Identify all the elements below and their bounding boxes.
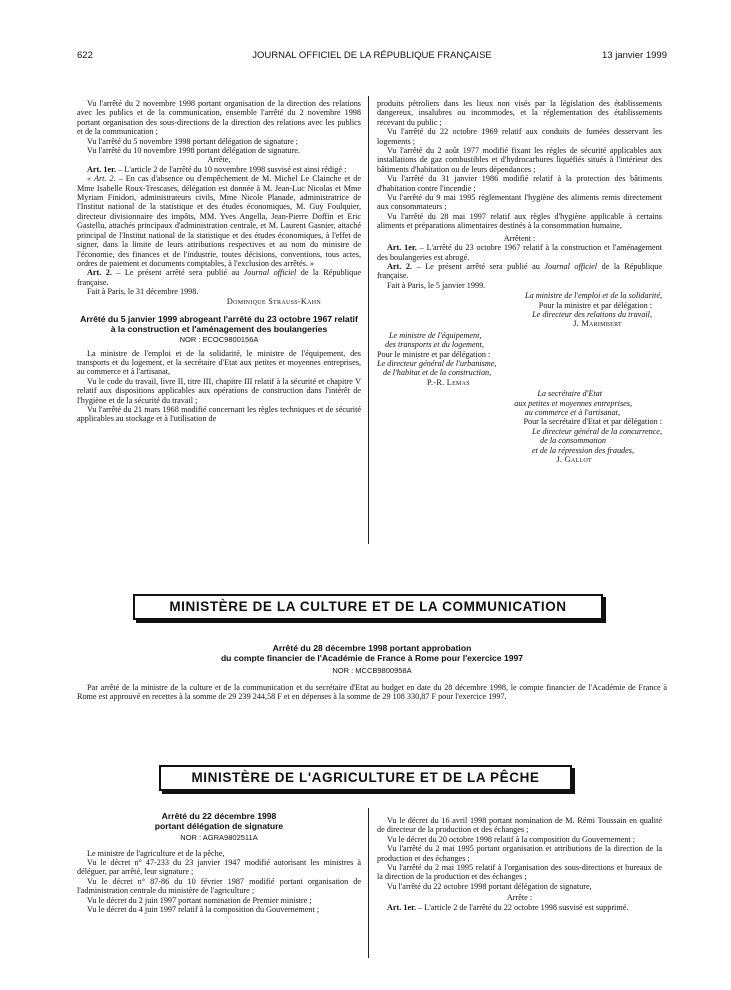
article-text: de la République française. xyxy=(377,261,662,281)
agriculture-right-column xyxy=(377,816,662,912)
paragraph: Vu le décret du 16 avril 1998 portant nomination de M. Rémi Toussain en qualité de directeur de la production et des échanges ; xyxy=(377,816,662,835)
signature-delegation: Pour le ministre et par délégation : xyxy=(377,349,491,359)
signature-title: Le directeur général de la concurrence, xyxy=(532,426,662,436)
article-quote xyxy=(77,174,361,268)
signature-block-1 xyxy=(377,291,662,329)
decree-title: du compte financier de l'Académie de France à Rome pour l'exercice 1997 xyxy=(220,652,524,663)
decree-title: portant délégation de signature xyxy=(154,820,284,831)
article-text: – L'article 2 de l'arrêté du 22 octobre 1998 susvisé est supprimé. xyxy=(416,902,629,912)
paragraph: Vu l'arrêté du 10 novembre 1998 portant délégation de signature. xyxy=(87,146,300,156)
signatory: J. Gallot xyxy=(556,455,592,465)
signatory: P.-R. Lemas xyxy=(427,377,470,387)
signature-title: et de la répression des fraudes, xyxy=(531,445,634,455)
paragraph: Le ministre de l'agriculture et de la pêche, xyxy=(87,848,225,858)
page-number: 622 xyxy=(77,50,93,61)
paragraph: Vu l'arrêté du 22 octobre 1969 relatif aux conduits de fumées desservant les logements ; xyxy=(377,127,662,146)
nor-reference: NOR : MCCB9800958A xyxy=(332,666,412,676)
signature-role: La ministre de l'emploi et de la solidarité, xyxy=(525,291,662,301)
paragraph: Vu l'arrêté du 21 mars 1968 modifié concernant les règles techniques et de sécurité applicables au stockage et à l'utilisation de xyxy=(77,404,361,424)
paragraph: Vu l'arrêté du 2 novembre 1998 portant organisation de la direction des relations avec les publics et de la communication, ensemble l'arrêté du 2 novembre 1998 portant organisation des sous-directions de la direction des relations avec les publics et de la communication ; xyxy=(77,99,361,137)
signature-block-2 xyxy=(377,331,662,387)
decree-title: Arrêté du 22 décembre 1998 xyxy=(161,811,277,821)
paragraph: Vu l'arrêté du 9 mai 1995 réglementant l'hygiène des aliments remis directement aux consommateurs ; xyxy=(377,193,662,212)
article-text: – En cas d'absence ou d'empêchement de M. Michel Le Clainche et de Mme Isabelle Roux-Trescases, délégation est donnée à M. Jean-Luc Nicolas et Mme Myriam Finidori, administrateurs civils, Mme Nicole Planade, administratrice de l'Institut national de la statistique et des études économiques, M. Guy Foulquier, directeur divisionnaire des impôts, MM. Yves Angella, Jean-Pierre Doffin et Eric Gastellu, attachés principaux d'administration centrale, et M. Laurent Gasnier, attaché principal de l'Institut national de la statistique et des études économiques, à l'effet de signer, dans la limite de leurs attributions respectives et au nom du ministre de l'économie, des finances et de l'industrie, toutes décisions, conventions, tous actes, ordres de paiement et documents comptables, à l'exclusion des arrêtés. » xyxy=(77,174,361,268)
article-text: – L'arrêté du 23 octobre 1967 relatif à la construction et l'aménagement des boulangeries est abrogé. xyxy=(377,243,662,262)
journal-name: Journal officiel xyxy=(243,268,297,278)
article-1 xyxy=(377,903,662,912)
paragraph: Vu l'arrêté du 2 mai 1995 relatif à l'organisation des sous-directions et bureaux de la direction de la production et des échanges ; xyxy=(377,863,662,882)
paragraph: Vu l'arrêté du 22 octobre 1998 portant délégation de signature, xyxy=(387,881,592,891)
paragraph: Vu le décret n° 47-233 du 23 janvier 1947 modifié autorisant les ministres à déléguer, par arrêté, leur signature ; xyxy=(77,858,361,877)
paragraph: produits pétroliers dans les lieux non visés par la législation des établissements dangereux, insalubres ou incommodes, et la réglementation des établissements recevant du public ; xyxy=(377,99,662,127)
journal-title: JOURNAL OFFICIEL DE LA RÉPUBLIQUE FRANÇAISE xyxy=(252,50,492,61)
article-2 xyxy=(77,268,361,287)
paragraph: Vu le code du travail, livre II, titre III, chapitre III relatif à la sécurité et chapitre V relatif aux dispositions applicables aux opérations de construction dans l'intérêt de l'hygiène et de la sécurité du travail ; xyxy=(77,376,361,405)
signature-title: de l'habitat et de la construction, xyxy=(383,368,492,378)
column-divider xyxy=(368,808,369,958)
article-label: « Art. 2. xyxy=(87,174,116,184)
decree-title: Arrêté du 5 janvier 1999 abrogeant l'arrêté du 23 octobre 1967 relatif à la construction et l'aménagement des boulangeries xyxy=(80,313,358,334)
article-label: Art. 2. xyxy=(387,261,412,271)
left-column xyxy=(77,99,361,424)
article-1 xyxy=(377,243,662,262)
arrete-heading: Arrête, xyxy=(207,155,231,165)
signature-role: au commerce et à l'artisanat, xyxy=(524,408,620,417)
paragraph: Vu l'arrêté du 2 mai 1995 portant organisation et attributions de la direction de la production et des échanges ; xyxy=(377,844,662,863)
issue-date: 13 janvier 1999 xyxy=(602,50,667,61)
article-text: – Le présent arrêté sera publié au xyxy=(111,268,244,278)
fait-line: Fait à Paris, le 31 décembre 1998. xyxy=(87,287,199,297)
fait-line: Fait à Paris, le 5 janvier 1999. xyxy=(387,280,486,290)
signature-title: Le directeur général de l'urbanisme, xyxy=(377,358,497,368)
signature-role: des transports et du logement, xyxy=(385,340,484,350)
paragraph: Vu le décret du 4 juin 1997 relatif à la composition du Gouvernement ; xyxy=(87,905,320,915)
article-label: Art. 2. xyxy=(87,268,112,278)
article-label: Art. 1er. xyxy=(387,902,417,912)
culture-section xyxy=(77,644,667,701)
signature-role: Le ministre de l'équipement, xyxy=(389,330,482,340)
article-2 xyxy=(377,262,662,281)
agriculture-left-column xyxy=(77,812,361,914)
journal-name: Journal officiel xyxy=(544,261,598,271)
signatory: J. Marimbert xyxy=(573,319,622,329)
article-label: Art. 1er. xyxy=(387,243,417,253)
article-text: – L'article 2 de l'arrêté du 10 novembre 1998 susvisé est ainsi rédigé : xyxy=(116,164,347,174)
arrete-heading: Arrête : xyxy=(506,893,533,903)
right-column xyxy=(377,99,662,464)
signature-role: La secrétaire d'Etat xyxy=(537,389,602,399)
article-1 xyxy=(77,165,361,174)
signature-delegation: Pour la ministre et par délégation : xyxy=(538,300,652,310)
signature-title: Le directeur des relations du travail, xyxy=(532,309,652,319)
nor-reference: NOR : ECOC9800156A xyxy=(179,335,259,345)
arretent-heading: Arrêtent : xyxy=(503,233,536,243)
paragraph: Vu l'arrêté du 2 août 1977 modifié fixant les règles de sécurité applicables aux installations de gaz combustibles et d'hydrocarbures liquéfiés situés à l'intérieur des bâtiments d'habitation ou de leurs dépendances ; xyxy=(377,146,662,174)
signature-role: aux petites et moyennes entreprises, xyxy=(514,398,632,408)
ministry-banner-agriculture: MINISTÈRE DE L'AGRICULTURE ET DE LA PÊCHE xyxy=(159,765,572,791)
signatory: Dominique Strauss-Kahn xyxy=(226,296,321,306)
paragraph: Vu l'arrêté du 5 novembre 1998 portant délégation de signature ; xyxy=(87,136,299,146)
ministry-banner-culture: MINISTÈRE DE LA CULTURE ET DE LA COMMUNICATION xyxy=(133,594,603,620)
article-text: de la République française. xyxy=(77,268,361,287)
paragraph: Vu le décret du 2 juin 1997 portant nomination de Premier ministre ; xyxy=(87,895,312,905)
article-label: Art. 1er. xyxy=(87,164,117,174)
signature-block-3 xyxy=(377,389,662,464)
decree-title: Arrêté du 28 décembre 1998 portant approbation xyxy=(272,643,472,653)
signature-delegation: Pour la secrétaire d'Etat et par délégation : xyxy=(523,417,662,427)
article-text: – Le présent arrêté sera publié au xyxy=(411,261,545,271)
nor-reference: NOR : AGRA9802511A xyxy=(180,833,258,843)
paragraph: Par arrêté de la ministre de la culture et de la communication et du secrétaire d'Etat au budget en date du 28 décembre 1998, le compte financier de l'Académie de France à Rome est approuvé en recettes à la somme de 29 239 244,58 F et en dépenses à la somme de 29 108 330,87 F pour l'exercice 1997. xyxy=(77,682,667,701)
paragraph: Vu le décret n° 87-86 du 10 février 1987 modifié portant organisation de l'administration centrale du ministère de l'agriculture ; xyxy=(77,876,361,896)
signature-title: de la consommation xyxy=(540,436,606,446)
paragraph: La ministre de l'emploi et de la solidarité, le ministre de l'équipement, des transports et du logement, et la secrétaire d'Etat aux petites et moyennes entreprises, au commerce et à l'artisanat, xyxy=(77,348,361,377)
paragraph: Vu l'arrêté du 28 mai 1997 relatif aux règles d'hygiène applicable à certains aliments et préparations alimentaires destinés à la consommation humaine, xyxy=(377,211,662,231)
column-divider xyxy=(368,96,369,544)
paragraph: Vu le décret du 20 octobre 1998 relatif à la composition du Gouvernement ; xyxy=(387,834,636,844)
paragraph: Vu l'arrêté du 31 janvier 1986 modifié relatif à la protection des bâtiments d'habitation contre l'incendie ; xyxy=(377,174,662,193)
